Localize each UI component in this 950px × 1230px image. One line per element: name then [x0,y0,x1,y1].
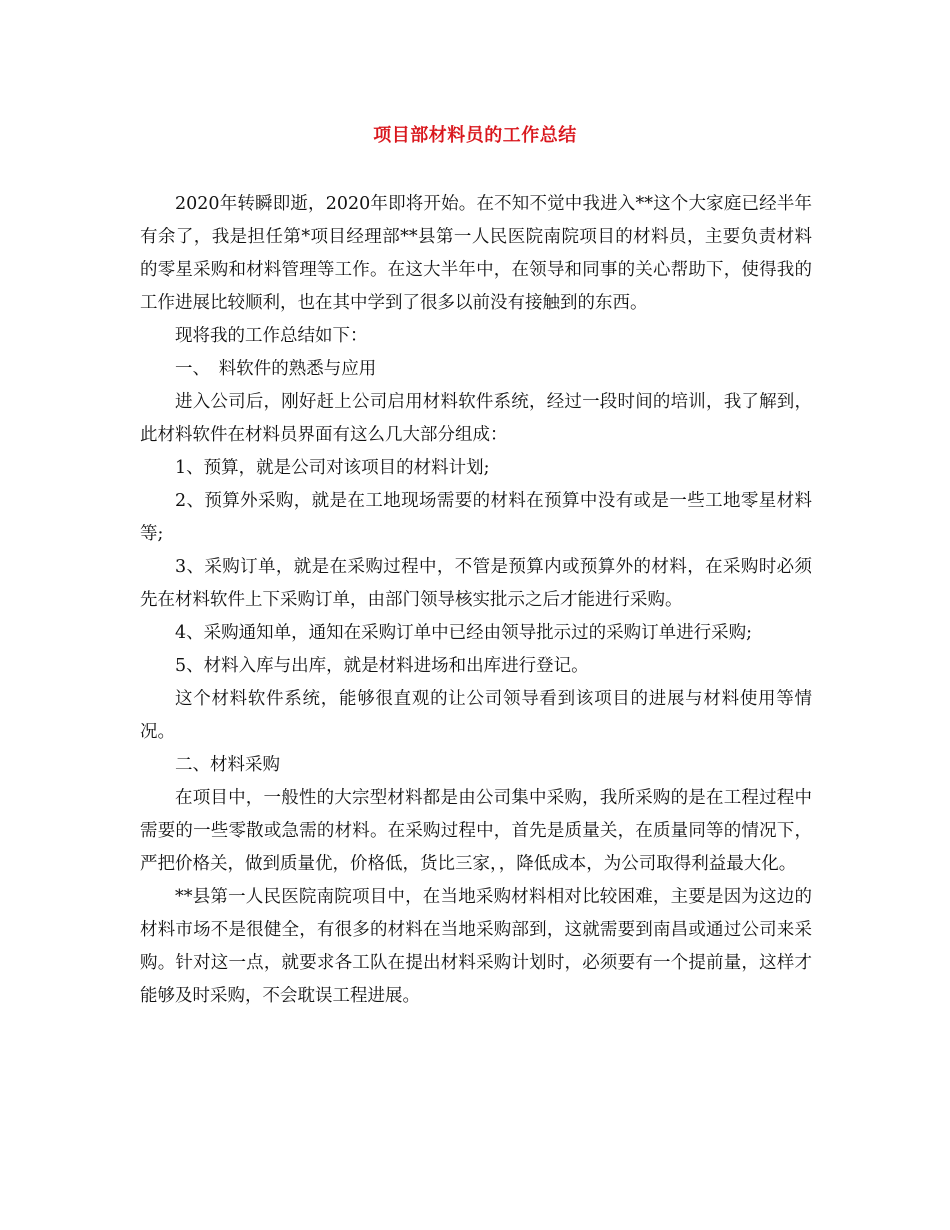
list-item-stock-in-out: 5、材料入库与出库，就是材料进场和出库进行登记。 [175,656,589,676]
section-heading-software: 一、 料软件的熟悉与应用 [175,359,377,379]
paragraph-software-intro: 进入公司后，刚好赶上公司启用材料软件系统，经过一段时间的培训，我了解到，此材料软件在材料员界面有这么几大部分组成： [140,392,812,445]
section-heading-purchasing: 二、材料采购 [175,755,280,775]
list-item-purchase-order: 3、采购订单，就是在采购过程中，不管是预算内或预算外的材料，在采购时必须先在材料软件上下采购订单，由部门领导核实批示之后才能进行采购。 [140,557,812,610]
paragraph-software-benefit: 这个材料软件系统，能够很直观的让公司领导看到该项目的进展与材料使用等情况。 [140,689,812,742]
list-item-extra-purchase: 2、预算外采购，就是在工地现场需要的材料在预算中没有或是一些工地零星材料等; [140,491,812,544]
document-title: 项目部材料员的工作总结 [373,125,577,146]
paragraph-local-purchasing: **县第一人民医院南院项目中，在当地采购材料相对比较困难，主要是因为这边的材料市场不是很健全，有很多的材料在当地采购部到，这就需要到南昌或通过公司来采购。针对这一点，就要求各工队在提出材料采购计划时，必须要有一个提前量，这样才能够及时采购，不会耽误工程进展。 [140,887,812,1006]
paragraph-purchasing-policy: 在项目中，一般性的大宗型材料都是由公司集中采购，我所采购的是在工程过程中需要的一些零散或急需的材料。在采购过程中，首先是质量关，在质量同等的情况下，严把价格关，做到质量优，价格低，货比三家，，降低成本，为公司取得利益最大化。 [140,788,812,874]
list-item-budget: 1、预算，就是公司对该项目的材料计划; [175,458,490,478]
document-body [140,188,812,1013]
paragraph-summary-lead: 现将我的工作总结如下： [175,326,368,346]
list-item-purchase-notice: 4、采购通知单，通知在采购订单中已经由领导批示过的采购订单进行采购; [175,623,753,643]
paragraph-intro: 2020年转瞬即逝，2020年即将开始。在不知不觉中我进入**这个大家庭已经半年有余了，我是担任第*项目经理部**县第一人民医院南院项目的材料员，主要负责材料的零星采购和材料管理等工作。在这大半年中，在领导和同事的关心帮助下，使得我的工作进展比较顺利，也在其中学到了很多以前没有接触到的东西。 [140,194,812,313]
